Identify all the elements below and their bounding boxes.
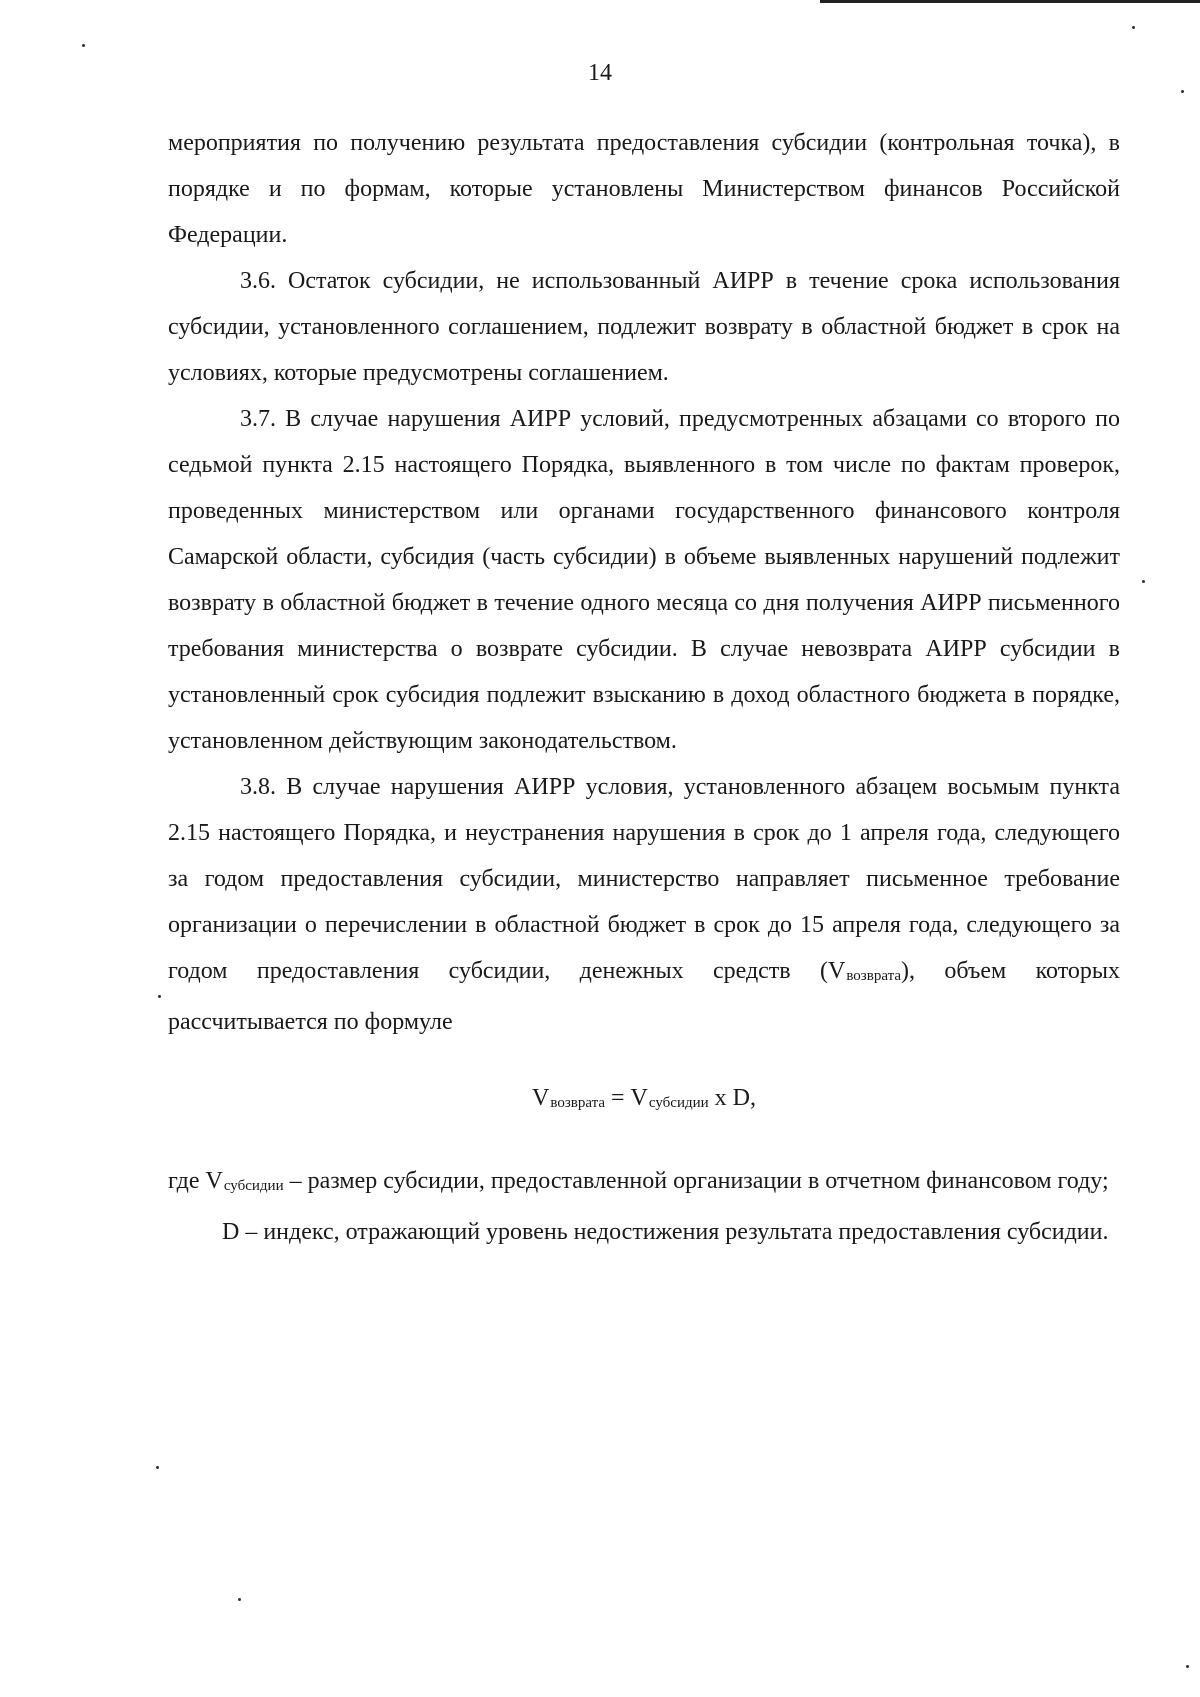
- paragraph-3-8: [168, 764, 1120, 1045]
- paragraph-3-7: 3.7. В случае нарушения АИРР условий, предусмотренных абзацами со второго по седьмой пункта 2.15 настоящего Порядка, выявленного в том числе по фактам проверок, проведенных министерством или органами государственного финансового контроля Самарской области, субсидия (часть субсидии) в объеме выявленных нарушений подлежит возврату в областной бюджет в течение одного месяца со дня получения АИРР письменного требования министерства о возврате субсидии. В случае невозврата АИРР субсидии в установленный срок субсидия подлежит взысканию в доход областного бюджета в порядке, установленном действующим законодательством.: [168, 406, 1120, 754]
- paragraph-3-8-subscript: возврата: [846, 968, 901, 984]
- formula-rhs-symbol: V: [630, 1085, 648, 1111]
- definition-v-text: – размер субсидии, предоставленной организации в отчетном финансовом году;: [283, 1168, 1109, 1194]
- formula: [168, 1075, 1120, 1126]
- scan-speck: [1142, 580, 1145, 583]
- scan-speck: [82, 44, 85, 47]
- scan-speck: [158, 995, 161, 998]
- paragraph-3-8-tail: ), объем которых рассчитывается по формуле: [168, 958, 1120, 1035]
- paragraph-3-8-text: 3.8. В случае нарушения АИРР условия, установленного абзацем восьмым пункта 2.15 настоящего Порядка, и неустранения нарушения в срок до 1 апреля года, следующего за годом предоставления субсидии, министерство направляет письменное требование организации о перечислении в областной бюджет в срок до 15 апреля года, следующего за годом предоставления субсидии, денежных средств (V: [168, 774, 1120, 984]
- scan-speck: [156, 1466, 159, 1469]
- definition-v-prefix: где V: [168, 1168, 223, 1194]
- definition-v-subscript: субсидии: [223, 1178, 284, 1194]
- document-body: [168, 120, 1120, 1255]
- formula-rhs-subscript: субсидии: [648, 1095, 709, 1111]
- scan-speck: [1181, 90, 1184, 93]
- definition-d-index: D – индекс, отражающий уровень недостижения результата предоставления субсидии.: [222, 1219, 1109, 1245]
- paragraph-continuation: мероприятия по получению результата предоставления субсидии (контрольная точка), в порядке и по формам, которые установлены Министерством финансов Российской Федерации.: [168, 130, 1120, 248]
- page-number: 14: [588, 60, 612, 86]
- scan-artifact-line: [820, 0, 1200, 3]
- scan-speck: [1186, 1665, 1189, 1668]
- definition-v-subsidy: [168, 1158, 1120, 1209]
- formula-equals: =: [605, 1085, 631, 1111]
- paragraph-3-6: 3.6. Остаток субсидии, не использованный АИРР в течение срока использования субсидии, установленного соглашением, подлежит возврату в областной бюджет в срок на условиях, которые предусмотрены соглашением.: [168, 268, 1120, 386]
- formula-lhs-subscript: возврата: [550, 1095, 605, 1111]
- formula-lhs-symbol: V: [532, 1085, 550, 1111]
- formula-rhs-tail: x D,: [708, 1085, 756, 1111]
- scan-speck: [238, 1598, 241, 1601]
- scan-speck: [1132, 26, 1135, 29]
